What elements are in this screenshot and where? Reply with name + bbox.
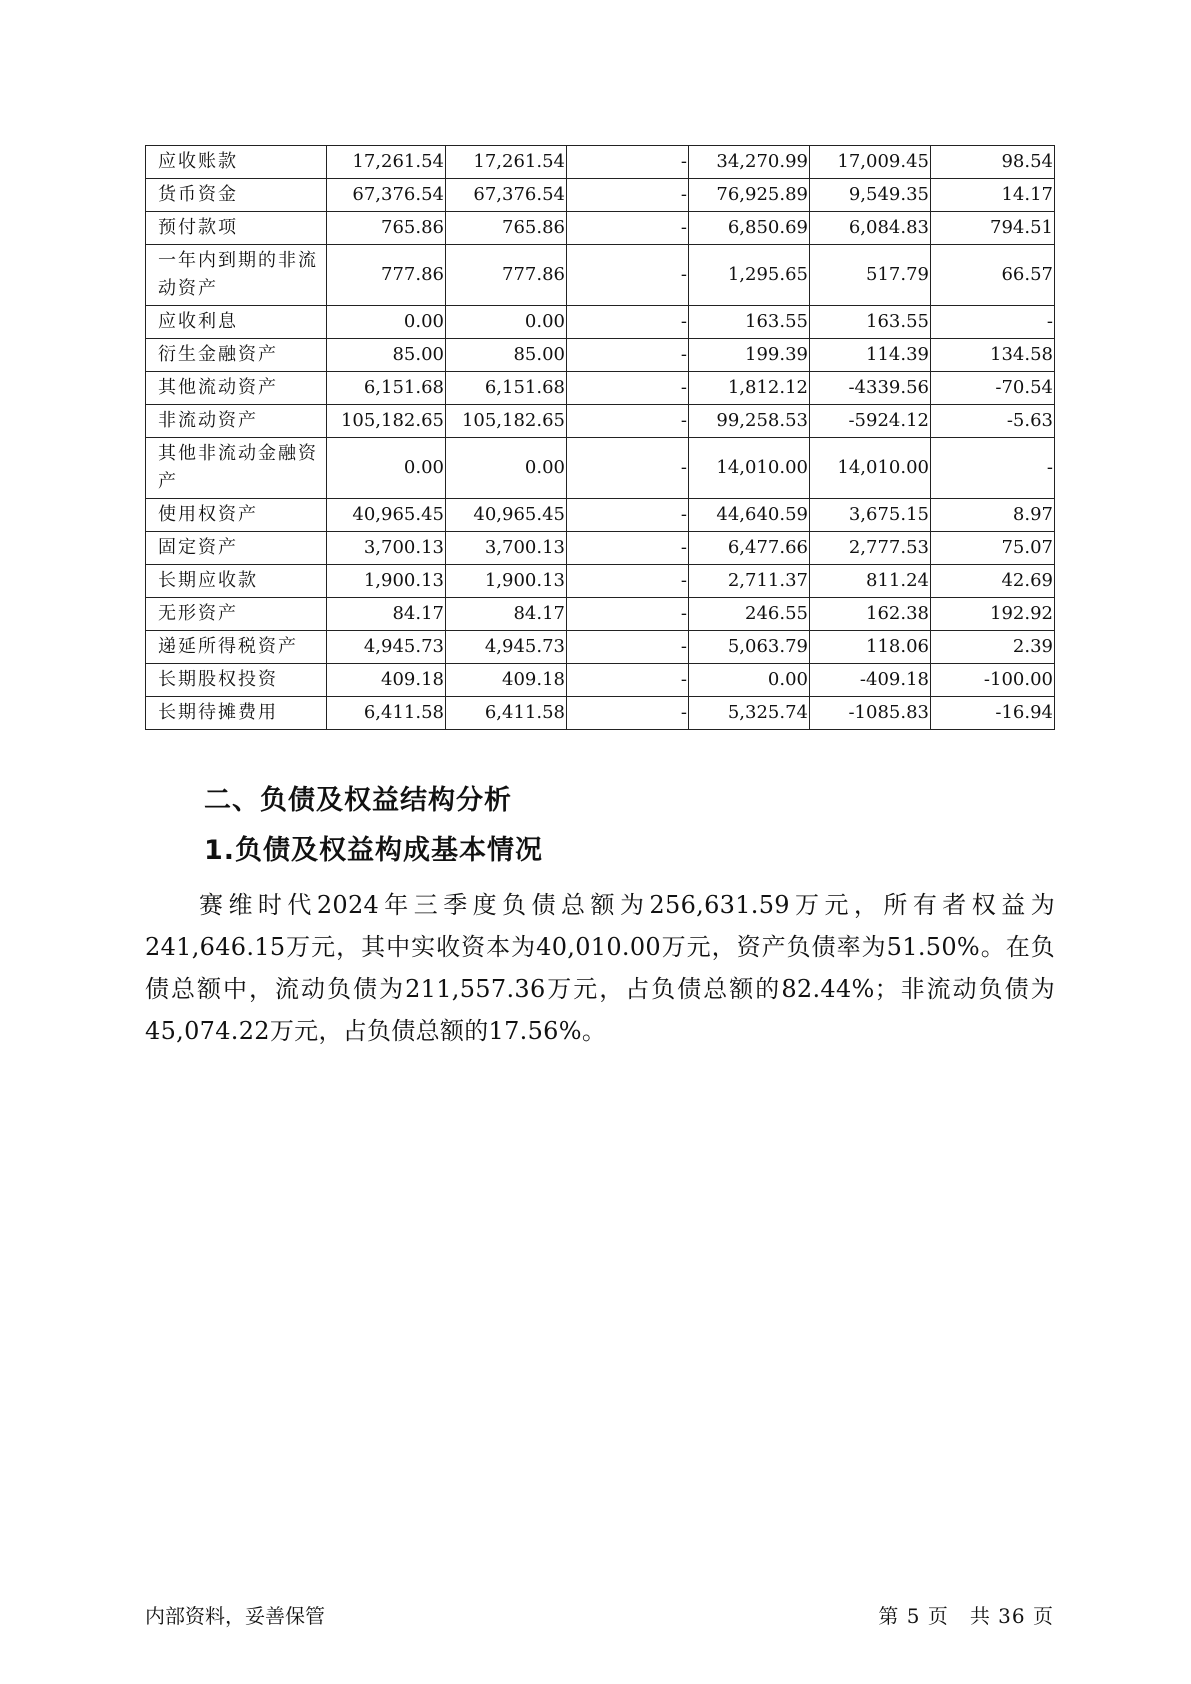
- value-cell-4: 199.39: [689, 339, 810, 372]
- change-amount-cell: 3,675.15: [810, 499, 931, 532]
- value-cell-1: 85.00: [327, 339, 446, 372]
- value-cell-3: -: [567, 631, 689, 664]
- value-cell-1: 1,900.13: [327, 565, 446, 598]
- row-label-cell: 一年内到期的非流动资产: [146, 245, 327, 306]
- value-cell-1: 3,700.13: [327, 532, 446, 565]
- change-percent-cell: -: [931, 438, 1055, 499]
- value-cell-4: 6,850.69: [689, 212, 810, 245]
- table-row: [146, 405, 1055, 438]
- change-percent-cell: 2.39: [931, 631, 1055, 664]
- footer-page-number: 第 5 页 共 36 页: [878, 1604, 1054, 1628]
- change-amount-cell: 114.39: [810, 339, 931, 372]
- section-subheading: 1.负债及权益构成基本情况: [204, 835, 544, 866]
- row-label-cell: 预付款项: [146, 212, 327, 245]
- value-cell-1: 409.18: [327, 664, 446, 697]
- row-label-cell: 无形资产: [146, 598, 327, 631]
- value-cell-2: 17,261.54: [446, 146, 567, 179]
- change-percent-cell: 14.17: [931, 179, 1055, 212]
- value-cell-3: -: [567, 146, 689, 179]
- value-cell-3: -: [567, 499, 689, 532]
- table-row: [146, 565, 1055, 598]
- value-cell-4: 44,640.59: [689, 499, 810, 532]
- change-percent-cell: -: [931, 306, 1055, 339]
- change-percent-cell: 42.69: [931, 565, 1055, 598]
- change-percent-cell: 98.54: [931, 146, 1055, 179]
- table-row: [146, 631, 1055, 664]
- value-cell-1: 0.00: [327, 438, 446, 499]
- value-cell-4: 0.00: [689, 664, 810, 697]
- table-row: [146, 179, 1055, 212]
- change-percent-cell: 134.58: [931, 339, 1055, 372]
- change-amount-cell: 2,777.53: [810, 532, 931, 565]
- table-row: [146, 245, 1055, 306]
- value-cell-2: 6,411.58: [446, 697, 567, 730]
- row-label-cell: 衍生金融资产: [146, 339, 327, 372]
- row-label-cell: 应收账款: [146, 146, 327, 179]
- value-cell-3: -: [567, 306, 689, 339]
- value-cell-3: -: [567, 438, 689, 499]
- row-label-cell: 其他流动资产: [146, 372, 327, 405]
- change-amount-cell: -1085.83: [810, 697, 931, 730]
- table-row: [146, 664, 1055, 697]
- table-row: [146, 146, 1055, 179]
- value-cell-2: 105,182.65: [446, 405, 567, 438]
- value-cell-4: 163.55: [689, 306, 810, 339]
- footer-confidential-note: 内部资料，妥善保管: [145, 1604, 325, 1628]
- value-cell-2: 765.86: [446, 212, 567, 245]
- value-cell-1: 777.86: [327, 245, 446, 306]
- row-label-cell: 递延所得税资产: [146, 631, 327, 664]
- value-cell-4: 5,063.79: [689, 631, 810, 664]
- value-cell-2: 40,965.45: [446, 499, 567, 532]
- change-amount-cell: 118.06: [810, 631, 931, 664]
- change-percent-cell: 75.07: [931, 532, 1055, 565]
- value-cell-4: 1,295.65: [689, 245, 810, 306]
- change-percent-cell: -16.94: [931, 697, 1055, 730]
- change-amount-cell: 14,010.00: [810, 438, 931, 499]
- value-cell-1: 17,261.54: [327, 146, 446, 179]
- value-cell-2: 3,700.13: [446, 532, 567, 565]
- value-cell-2: 777.86: [446, 245, 567, 306]
- value-cell-4: 246.55: [689, 598, 810, 631]
- value-cell-4: 5,325.74: [689, 697, 810, 730]
- change-percent-cell: 66.57: [931, 245, 1055, 306]
- change-percent-cell: 192.92: [931, 598, 1055, 631]
- value-cell-3: -: [567, 565, 689, 598]
- change-percent-cell: -100.00: [931, 664, 1055, 697]
- table-row: [146, 499, 1055, 532]
- value-cell-3: -: [567, 212, 689, 245]
- value-cell-3: -: [567, 245, 689, 306]
- value-cell-2: 6,151.68: [446, 372, 567, 405]
- value-cell-3: -: [567, 405, 689, 438]
- value-cell-2: 4,945.73: [446, 631, 567, 664]
- table-row: [146, 372, 1055, 405]
- value-cell-4: 76,925.89: [689, 179, 810, 212]
- change-amount-cell: 163.55: [810, 306, 931, 339]
- value-cell-3: -: [567, 179, 689, 212]
- change-amount-cell: 517.79: [810, 245, 931, 306]
- value-cell-1: 4,945.73: [327, 631, 446, 664]
- value-cell-2: 1,900.13: [446, 565, 567, 598]
- value-cell-4: 6,477.66: [689, 532, 810, 565]
- row-label-cell: 长期应收款: [146, 565, 327, 598]
- change-amount-cell: 6,084.83: [810, 212, 931, 245]
- body-paragraph: 赛维时代2024年三季度负债总额为256,631.59万元，所有者权益为241,646.15万元，其中实收资本为40,010.00万元，资产负债率为51.50%。在负债总额中，流动负债为211,557.36万元，占负债总额的82.44%；非流动负债为45,074.22万元，占负债总额的17.56%。: [145, 891, 1055, 1045]
- value-cell-4: 99,258.53: [689, 405, 810, 438]
- table-row: [146, 212, 1055, 245]
- change-amount-cell: 9,549.35: [810, 179, 931, 212]
- value-cell-2: 409.18: [446, 664, 567, 697]
- value-cell-2: 84.17: [446, 598, 567, 631]
- value-cell-1: 6,151.68: [327, 372, 446, 405]
- table-row: [146, 532, 1055, 565]
- section-heading: 二、负债及权益结构分析: [204, 785, 512, 816]
- change-amount-cell: 162.38: [810, 598, 931, 631]
- value-cell-4: 2,711.37: [689, 565, 810, 598]
- change-amount-cell: -4339.56: [810, 372, 931, 405]
- row-label-cell: 长期待摊费用: [146, 697, 327, 730]
- value-cell-4: 34,270.99: [689, 146, 810, 179]
- change-percent-cell: 8.97: [931, 499, 1055, 532]
- row-label-cell: 使用权资产: [146, 499, 327, 532]
- value-cell-2: 67,376.54: [446, 179, 567, 212]
- row-label-cell: 应收利息: [146, 306, 327, 339]
- value-cell-1: 40,965.45: [327, 499, 446, 532]
- value-cell-4: 14,010.00: [689, 438, 810, 499]
- change-percent-cell: -5.63: [931, 405, 1055, 438]
- change-amount-cell: 811.24: [810, 565, 931, 598]
- value-cell-1: 84.17: [327, 598, 446, 631]
- table-row: [146, 306, 1055, 339]
- value-cell-3: -: [567, 372, 689, 405]
- value-cell-1: 105,182.65: [327, 405, 446, 438]
- value-cell-3: -: [567, 697, 689, 730]
- row-label-cell: 非流动资产: [146, 405, 327, 438]
- value-cell-1: 765.86: [327, 212, 446, 245]
- value-cell-2: 0.00: [446, 438, 567, 499]
- value-cell-4: 1,812.12: [689, 372, 810, 405]
- asset-change-table: [145, 145, 1055, 730]
- value-cell-2: 85.00: [446, 339, 567, 372]
- financial-table-container: [145, 145, 1054, 730]
- row-label-cell: 固定资产: [146, 532, 327, 565]
- change-percent-cell: -70.54: [931, 372, 1055, 405]
- value-cell-1: 6,411.58: [327, 697, 446, 730]
- value-cell-3: -: [567, 664, 689, 697]
- value-cell-1: 67,376.54: [327, 179, 446, 212]
- value-cell-3: -: [567, 532, 689, 565]
- change-percent-cell: 794.51: [931, 212, 1055, 245]
- change-amount-cell: -409.18: [810, 664, 931, 697]
- value-cell-1: 0.00: [327, 306, 446, 339]
- row-label-cell: 其他非流动金融资产: [146, 438, 327, 499]
- value-cell-2: 0.00: [446, 306, 567, 339]
- table-row: [146, 697, 1055, 730]
- change-amount-cell: 17,009.45: [810, 146, 931, 179]
- table-row: [146, 438, 1055, 499]
- table-row: [146, 598, 1055, 631]
- value-cell-3: -: [567, 339, 689, 372]
- value-cell-3: -: [567, 598, 689, 631]
- row-label-cell: 货币资金: [146, 179, 327, 212]
- change-amount-cell: -5924.12: [810, 405, 931, 438]
- row-label-cell: 长期股权投资: [146, 664, 327, 697]
- table-row: [146, 339, 1055, 372]
